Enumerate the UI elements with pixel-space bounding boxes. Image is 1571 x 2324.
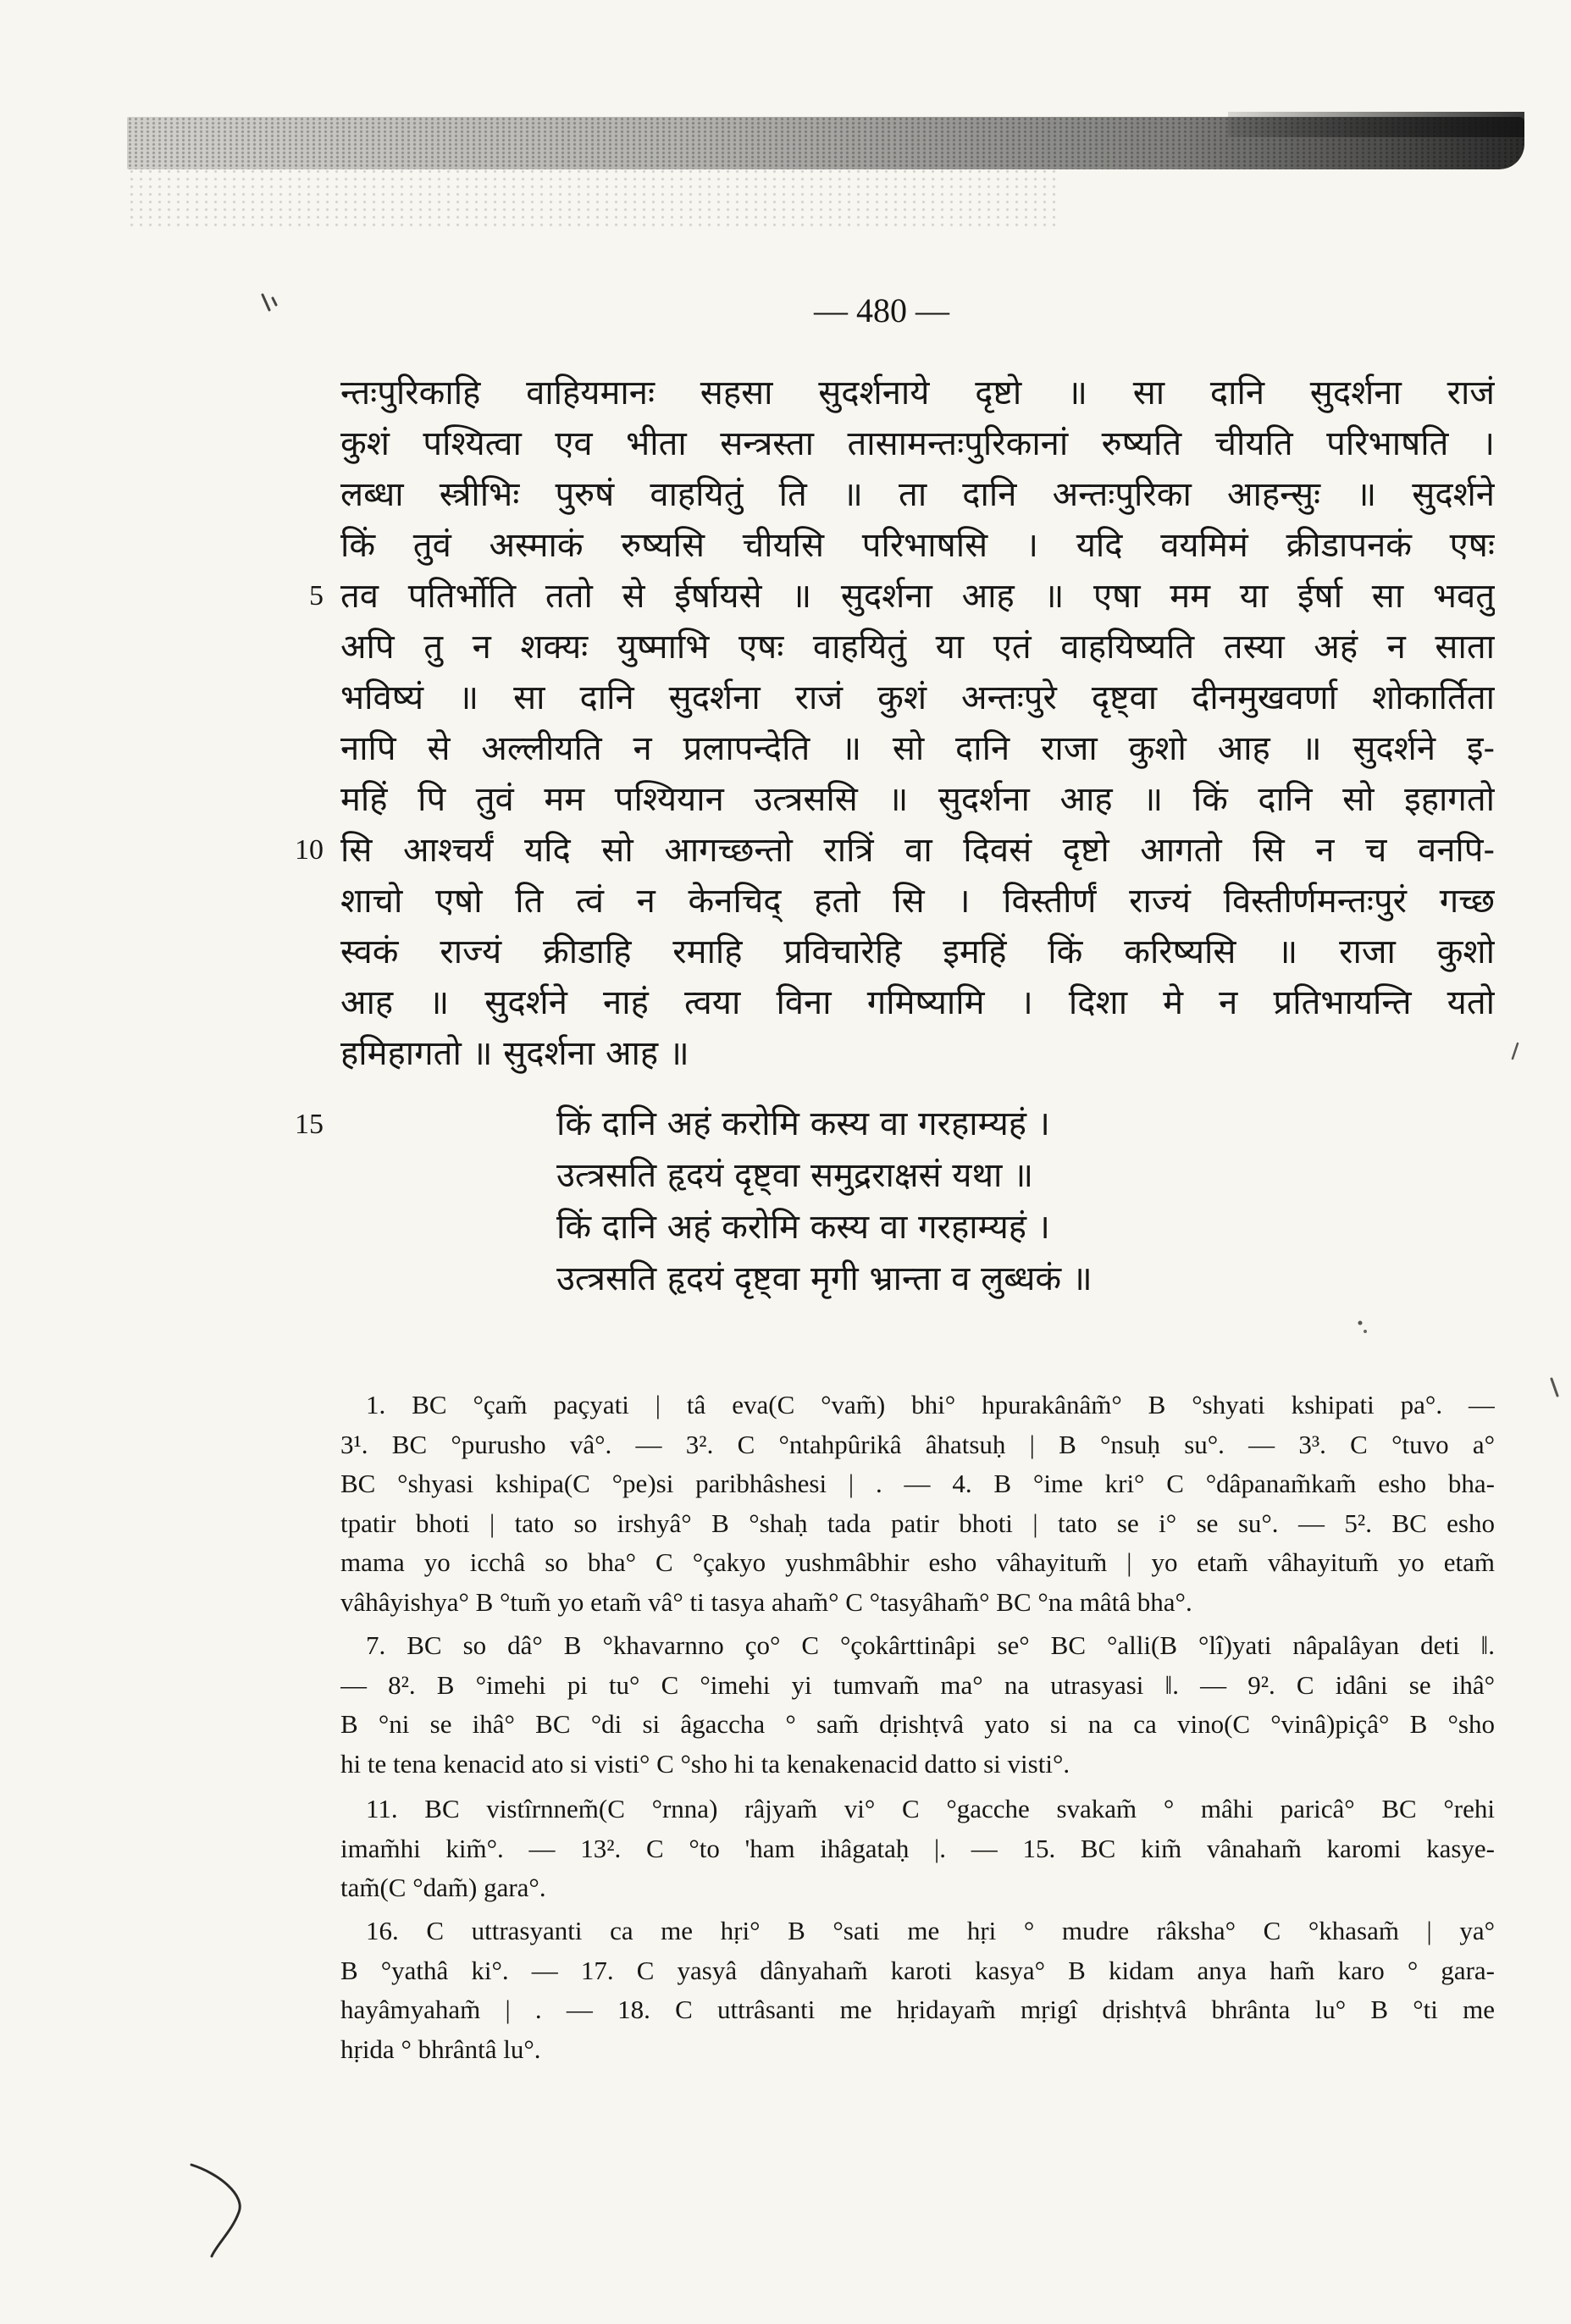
footnote-line: B °ni se ihâ° BC °di si âgaccha ° sam̃ dṛishṭvâ yato si na ca vino(C °vinâ)piçâ° B °sho — [340, 1709, 1495, 1739]
footnote-line: 1. BC °çam̃ paçyati | tâ eva(C °vam̃) bhi° hpurakânâm̃° B °shyati kshipati pa°. — — [366, 1390, 1495, 1419]
text-line: हमिहागतो ॥ सुदर्शना आह ॥ — [340, 1034, 689, 1073]
footnote-line: 3¹. BC °purusho vâ°. — 3². C °ntahpûrikâ âhatsuḥ | B °nsuḥ su°. — 3³. C °tuvo a° — [340, 1429, 1495, 1459]
pen-curve-mark — [191, 2165, 240, 2256]
footnote-line: B °yathâ ki°. — 17. C yasyâ dânyaham̃ karoti kasya° B kidam anya ham̃ karo ° gara- — [340, 1955, 1495, 1985]
footnote-line: 7. BC so dâ° B °khavarnno ço° C °çokârttinâpi se° BC °alli(B °lî)yati nâpalâyan deti ‖. — [366, 1630, 1495, 1660]
footnote-paragraph — [340, 1386, 1495, 1622]
line-number-10: 10 — [295, 834, 324, 866]
corner-tick-mark — [263, 295, 276, 310]
text-line: किं तुवं अस्माकं रुष्यसि चीयसि परिभाषसि । यदि वयमिमं क्रीडापनकं एषः — [340, 526, 1495, 565]
footnote-line: mama yo icchâ so bha° C °çakyo yushmâbhir esho vâhayitum̃ | yo etam̃ vâhayitum̃ yo etam̃ — [340, 1547, 1495, 1577]
text-line: न्तःपुरिकाहि वाहियमानः सहसा सुदर्शनाये दृष्टो ॥ सा दानि सुदर्शना राजं — [340, 374, 1495, 412]
text-line: तव पतिर्भोति ततो से ईर्षायसे ॥ सुदर्शना आह ॥ एषा मम या ईर्षा सा भवतु — [340, 577, 1495, 616]
text-line: महिं पि तुवं मम पश्यियान उत्त्रससि ॥ सुदर्शना आह ॥ किं दानि सो इहागतो — [340, 780, 1495, 819]
margin-tick-mark — [1552, 1379, 1557, 1396]
verse-line: उत्त्रसति हृदयं दृष्ट्वा समुद्रराक्षसं यथा ॥ — [556, 1156, 1034, 1195]
scan-speckle — [127, 168, 1059, 227]
text-line: स्वकं राज्यं क्रीडाहि रमाहि प्रविचारेहि इमहिं किं करिष्यसि ॥ राजा कुशो — [340, 932, 1495, 971]
text-line: आह ॥ सुदर्शने नाहं त्वया विना गमिष्यामि । दिशा मे न प्रतिभायन्ति यतो — [340, 983, 1495, 1022]
text-line: भविष्यं ॥ सा दानि सुदर्शना राजं कुशं अन्तःपुरे दृष्ट्वा दीनमुखवर्णा शोकार्तिता — [340, 678, 1495, 717]
footnote-line: tpatir bhoti | tato so irshyâ° B °shaḥ tada patir bhoti | tato se i° se su°. — 5². BC esho — [340, 1508, 1495, 1538]
footnote-line: imam̃hi kim̃°. — 13². C °to 'ham ihâgataḥ |. — 15. BC kim̃ vânaham̃ karomi kasye- — [340, 1833, 1495, 1863]
footnote-line: 16. C uttrasyanti ca me hṛi° B °sati me hṛi ° mudre râksha° C °khasam̃ | ya° — [366, 1916, 1495, 1945]
text-line: कुशं पश्यित्वा एव भीता सन्त्रस्ता तासामन्तःपुरिकानां रुष्यति चीयति परिभाषति । — [340, 424, 1495, 463]
scan-shadow-edge — [1228, 112, 1524, 137]
text-line: सि आश्चर्यं यदि सो आगच्छन्तो रात्रिं वा दिवसं दृष्टो आगतो सि न च वनपि- — [340, 831, 1495, 870]
main-text-block — [340, 368, 1495, 1079]
footnote-line: vâhâyishya° B °tum̃ yo etam̃ vâ° ti tasya aham̃° C °tasyâham̃° BC °na mâtâ bha°. — [340, 1586, 1192, 1617]
verse-line: किं दानि अहं करोमि कस्य वा गरहाम्यहं । — [556, 1208, 1050, 1247]
line-number-5: 5 — [309, 580, 324, 611]
footnote-line: BC °shyasi kshipa(C °pe)si paribhâshesi | . — 4. B °ime kri° C °dâpanam̃kam̃ esho bha- — [340, 1469, 1495, 1498]
text-line: नापि से अल्लीयति न प्रलापन्देति ॥ सो दानि राजा कुशो आह ॥ सुदर्शने इ- — [340, 729, 1495, 768]
slash-mark — [1513, 1043, 1518, 1059]
footnote-line: hṛida ° bhrântâ lu°. — [340, 2034, 541, 2064]
ink-dot — [1358, 1321, 1363, 1325]
verse-line: उत्त्रसति हृदयं दृष्ट्वा मृगी भ्रान्ता व लुब्धकं ॥ — [556, 1259, 1093, 1298]
footnote-line: hayâmyaham̃ | . — 18. C uttrâsanti me hṛidayam̃ mṛigî dṛishṭvâ bhrânta lu° B °ti me — [340, 1995, 1495, 2024]
line-number-15: 15 — [295, 1109, 324, 1140]
text-line: शाचो एषो ति त्वं न केनचिद् हतो सि । विस्तीर्णं राज्यं विस्तीर्णमन्तःपुरं गच्छ — [340, 882, 1495, 921]
footnote-line: hi te tena kenacid ato si visti° C °sho hi ta kenakenacid datto si visti°. — [340, 1748, 1070, 1779]
footnote-line: — 8². B °imehi pi tu° C °imehi yi tumvam̃ ma° na utrasyasi ‖. — 9². C idâni se ihâ° — [340, 1669, 1495, 1700]
text-line: लब्धा स्त्रीभिः पुरुषं वाहयितुं ति ॥ ता दानि अन्तःपुरिका आहन्सुः ॥ सुदर्शने — [340, 475, 1495, 514]
verse-block — [556, 1098, 1403, 1305]
footnote-line: 11. BC vistîrnnem̃(C °rnna) râjyam̃ vi° C °gacche svakam̃ ° mâhi paricâ° BC °rehi — [366, 1794, 1495, 1823]
ink-dot — [1364, 1330, 1367, 1333]
footnote-paragraph — [340, 1626, 1495, 1784]
verse-line: किं दानि अहं करोमि कस्य वा गरहाम्यहं । — [556, 1104, 1050, 1143]
text-line: अपि तु न शक्यः युष्माभि एषः वाहयितुं या एतं वाहयिष्यति तस्या अहं न साता — [340, 628, 1495, 667]
footnote-paragraph — [340, 1790, 1495, 1908]
footnote-line: tam̃(C °dam̃) gara°. — [340, 1873, 546, 1902]
page-number-header: — 480 — — [814, 291, 949, 329]
footnote-paragraph — [340, 1912, 1495, 2069]
